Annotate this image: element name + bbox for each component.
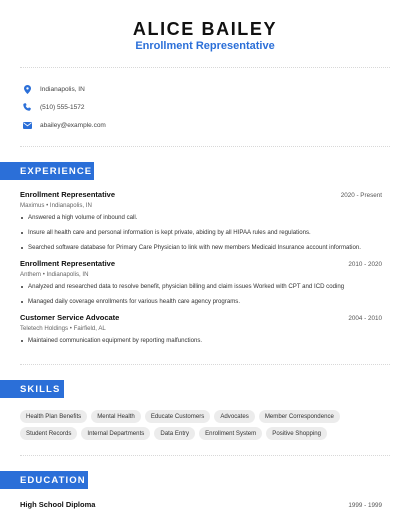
job-bullet-text: Answered a high volume of inbound call. bbox=[28, 214, 138, 221]
divider bbox=[20, 364, 390, 365]
skills-heading: SKILLS bbox=[0, 380, 64, 398]
job-dates: 2020 - Present bbox=[340, 192, 382, 199]
map-pin-icon bbox=[22, 84, 32, 94]
divider bbox=[20, 455, 390, 456]
education-entry bbox=[20, 500, 382, 509]
job-bullet-text: Analyzed and researched data to resolve benefit, physician billing and claim issues Worked with CPT and ICD coding bbox=[28, 283, 345, 290]
skill-chip: Student Records bbox=[20, 427, 77, 440]
job-company: Maximus • Indianapolis, IN bbox=[20, 202, 92, 209]
job-bullet bbox=[20, 283, 380, 290]
skill-chip: Enrollment System bbox=[199, 427, 262, 440]
skill-chip: Mental Health bbox=[91, 410, 141, 423]
job-entry bbox=[20, 259, 382, 278]
contact-email-text: abailey@example.com bbox=[40, 121, 106, 129]
job-entry bbox=[20, 190, 382, 209]
job-title: Enrollment Representative bbox=[20, 190, 116, 199]
education-degree: High School Diploma bbox=[20, 500, 96, 509]
contact-email bbox=[22, 119, 106, 131]
job-bullet-text: Managed daily coverage enrollments for various health care agency programs. bbox=[28, 298, 241, 305]
envelope-icon bbox=[22, 120, 32, 130]
contact-phone bbox=[22, 101, 84, 113]
skill-chip: Health Plan Benefits bbox=[20, 410, 87, 423]
skills-list bbox=[20, 410, 390, 444]
resume-name: ALICE BAILEY bbox=[132, 19, 278, 39]
education-heading: EDUCATION bbox=[0, 471, 88, 489]
job-company: Anthem • Indianapolis, IN bbox=[20, 271, 89, 278]
job-bullet bbox=[20, 337, 380, 344]
job-dates: 2004 - 2010 bbox=[348, 315, 382, 322]
job-bullet-text: Searched software database for Primary Care Physician to link with new members Medicaid Insurance account information. bbox=[28, 244, 361, 251]
experience-heading: EXPERIENCE bbox=[0, 162, 94, 180]
skill-chip: Advocates bbox=[214, 410, 254, 423]
resume-title: Enrollment Representative bbox=[135, 40, 275, 52]
phone-icon bbox=[22, 102, 32, 112]
divider bbox=[20, 146, 390, 147]
skill-chip: Data Entry bbox=[154, 427, 195, 440]
contact-location-text: Indianapolis, IN bbox=[40, 85, 85, 93]
education-dates: 1999 - 1999 bbox=[348, 502, 382, 509]
job-entry bbox=[20, 313, 382, 332]
skill-chip: Internal Departments bbox=[81, 427, 150, 440]
job-bullet bbox=[20, 244, 380, 251]
divider bbox=[20, 67, 390, 68]
contact-phone-text: (510) 555-1572 bbox=[40, 103, 85, 111]
job-dates: 2010 - 2020 bbox=[348, 261, 382, 268]
job-title: Enrollment Representative bbox=[20, 259, 116, 268]
job-bullet-text: Insure all health care and personal information is kept private, abiding by all HIPAA rules and regulations. bbox=[28, 229, 311, 236]
job-bullet bbox=[20, 214, 380, 221]
skill-chip: Positive Shopping bbox=[266, 427, 327, 440]
job-title: Customer Service Advocate bbox=[20, 313, 120, 322]
job-bullet bbox=[20, 298, 380, 305]
skill-chip: Member Correspondence bbox=[259, 410, 340, 423]
job-bullet-text: Maintained communication equipment by reporting malfunctions. bbox=[28, 337, 203, 344]
job-bullet bbox=[20, 229, 380, 236]
job-company: Teletech Holdings • Fairfield, AL bbox=[20, 325, 106, 332]
contact-location bbox=[22, 83, 85, 95]
skill-chip: Educate Customers bbox=[145, 410, 211, 423]
